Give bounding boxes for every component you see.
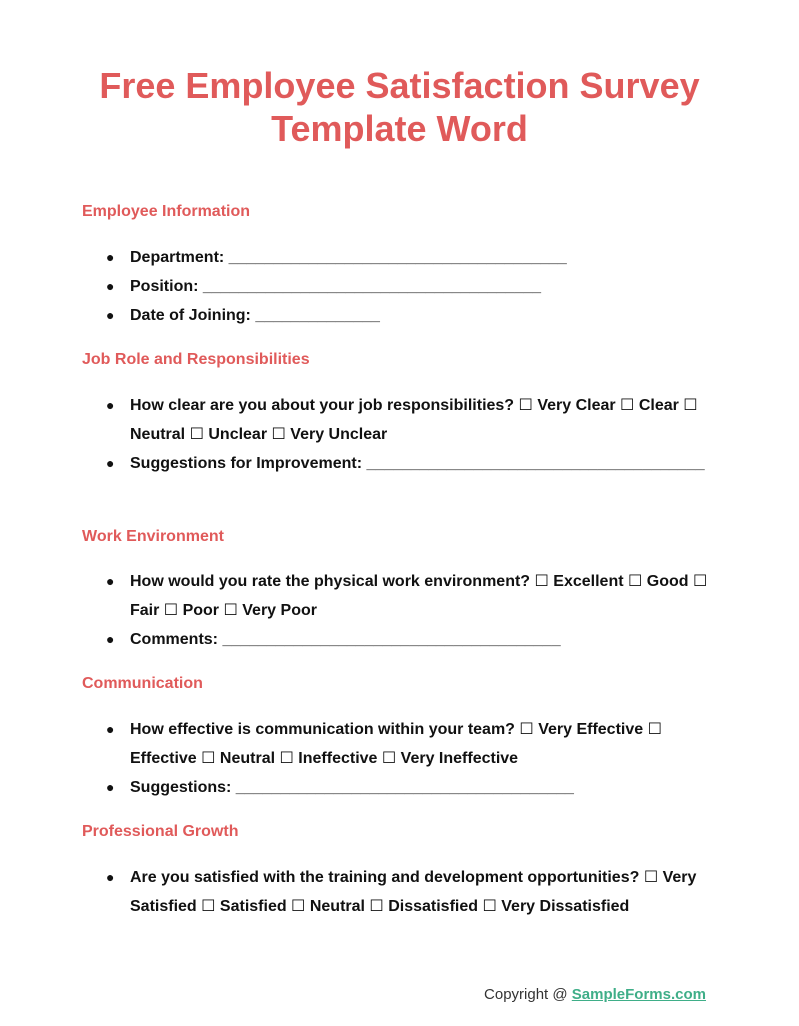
- bullet-icon: ●: [106, 573, 115, 589]
- field-suggestions-improvement: Suggestions for Improvement: ______________________________________: [130, 455, 705, 472]
- field-position: Position: ______________________________________: [130, 278, 542, 295]
- list-item: [82, 773, 712, 802]
- list-item: [82, 567, 712, 625]
- copyright-text: Copyright @: [484, 986, 572, 1003]
- list-item: [82, 449, 712, 478]
- work-environment-list: [82, 567, 712, 654]
- bullet-icon: ●: [106, 307, 115, 323]
- field-comments: Comments: ______________________________________: [130, 631, 561, 648]
- bullet-icon: ●: [106, 721, 115, 737]
- footer-copyright: [484, 985, 706, 1005]
- section-heading-communication: Communication: [82, 675, 203, 692]
- section-heading-job-role: Job Role and Responsibilities: [82, 351, 310, 368]
- list-item: [82, 625, 712, 654]
- question-training-satisfaction: Are you satisfied with the training and development opportunities? ☐ Very Satisfied ☐ Satisfied ☐ Neutral ☐ Dissatisfied ☐ Very Dissatisfied: [130, 869, 697, 915]
- bullet-icon: ●: [106, 869, 115, 885]
- job-role-list: [82, 391, 712, 478]
- section-heading-professional-growth: Professional Growth: [82, 823, 239, 840]
- question-work-environment: How would you rate the physical work environment? ☐ Excellent ☐ Good ☐ Fair ☐ Poor ☐ Very Poor: [130, 573, 708, 619]
- bullet-icon: ●: [106, 278, 115, 294]
- section-heading-work-environment: Work Environment: [82, 528, 224, 545]
- field-suggestions: Suggestions: ______________________________________: [130, 779, 574, 796]
- list-item: [82, 863, 712, 921]
- brand-link[interactable]: SampleForms.com: [571, 986, 706, 1003]
- bullet-icon: ●: [106, 249, 115, 265]
- employee-information-list: [82, 243, 712, 330]
- list-item: [82, 391, 712, 449]
- list-item: [82, 272, 712, 301]
- field-date-of-joining: Date of Joining: ______________: [130, 307, 380, 324]
- list-item: [82, 243, 712, 272]
- professional-growth-list: [82, 863, 712, 921]
- list-item: [82, 715, 712, 773]
- section-heading-employee-information: Employee Information: [82, 203, 251, 220]
- bullet-icon: ●: [106, 455, 115, 471]
- bullet-icon: ●: [106, 779, 115, 795]
- bullet-icon: ●: [106, 631, 115, 647]
- document-title: Free Employee Satisfaction Survey Template Word: [99, 65, 700, 149]
- question-communication: How effective is communication within your team? ☐ Very Effective ☐ Effective ☐ Neutral ☐ Ineffective ☐ Very Ineffective: [130, 721, 662, 767]
- list-item: [82, 301, 712, 330]
- question-job-clarity: How clear are you about your job responsibilities? ☐ Very Clear ☐ Clear ☐ Neutral ☐ Unclear ☐ Very Unclear: [130, 397, 698, 443]
- field-department: Department: ______________________________________: [130, 249, 567, 266]
- communication-list: [82, 715, 712, 802]
- bullet-icon: ●: [106, 397, 115, 413]
